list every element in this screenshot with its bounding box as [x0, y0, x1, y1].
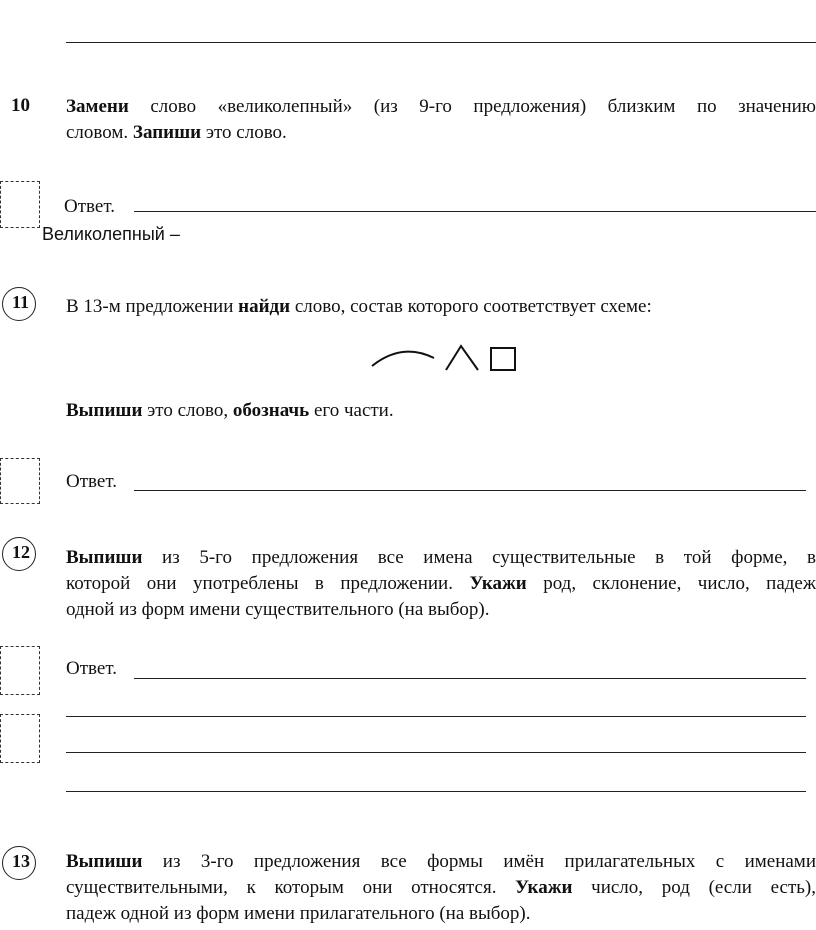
q12-answer-line-2[interactable] — [66, 716, 806, 717]
q12-instruction-line2: которой они употреблены в предложении. Укажи род, склонение, число, падеж — [66, 573, 816, 594]
q10-instruction-line1: Замени слово «великолепный» (из 9-го предложения) близким по значению — [66, 96, 816, 117]
q12-answer-line-3[interactable] — [66, 752, 806, 753]
q12-instruction-line3: одной из форм имени существительного (на выбор). — [66, 599, 490, 620]
ending-box-icon — [491, 348, 515, 370]
q10-answer-line[interactable] — [134, 211, 816, 212]
q13-instruction-line2: существительными, к которым они относятся. Укажи число, род (если есть), — [66, 877, 816, 898]
q11-number: 11 — [12, 292, 30, 312]
q13-number: 13 — [12, 851, 30, 871]
q10-handwritten-answer: Великолепный – — [42, 224, 180, 244]
q11-answer-label: Ответ. — [66, 471, 117, 492]
top-rule — [66, 42, 816, 43]
q12-number: 12 — [12, 542, 30, 562]
q10-answer-label: Ответ. — [64, 196, 115, 217]
q13-instruction-line1: Выпиши из 3-го предложения все формы имён прилагательных с именами — [66, 851, 816, 872]
q10-score-box[interactable] — [0, 181, 40, 228]
q10-instruction-line2: словом. Запиши это слово. — [66, 122, 287, 143]
q11-instruction: В 13-м предложении найди слово, состав которого соответствует схеме: — [66, 296, 652, 317]
suffix-caret-icon — [446, 346, 478, 370]
q12-answer-line-1[interactable] — [134, 678, 806, 679]
q11-subinstruction: Выпиши это слово, обозначь его части. — [66, 400, 394, 421]
q12-score-box-1[interactable] — [0, 646, 40, 695]
q12-number-circle — [2, 537, 36, 571]
q12-answer-label: Ответ. — [66, 658, 117, 679]
q12-score-box-2[interactable] — [0, 714, 40, 763]
q11-number-circle — [2, 287, 36, 321]
q11-answer-line[interactable] — [134, 490, 806, 491]
root-arc-icon — [372, 352, 434, 366]
q13-number-circle — [2, 846, 36, 880]
q12-answer-line-4[interactable] — [66, 791, 806, 792]
q12-instruction-line1: Выпиши из 5-го предложения все имена существительные в той форме, в — [66, 547, 816, 568]
morpheme-scheme — [368, 340, 520, 376]
q13-instruction-line3: падеж одной из форм имени прилагательного (на выбор). — [66, 903, 531, 924]
q11-score-box[interactable] — [0, 458, 40, 504]
q10-number: 10 — [11, 95, 30, 116]
